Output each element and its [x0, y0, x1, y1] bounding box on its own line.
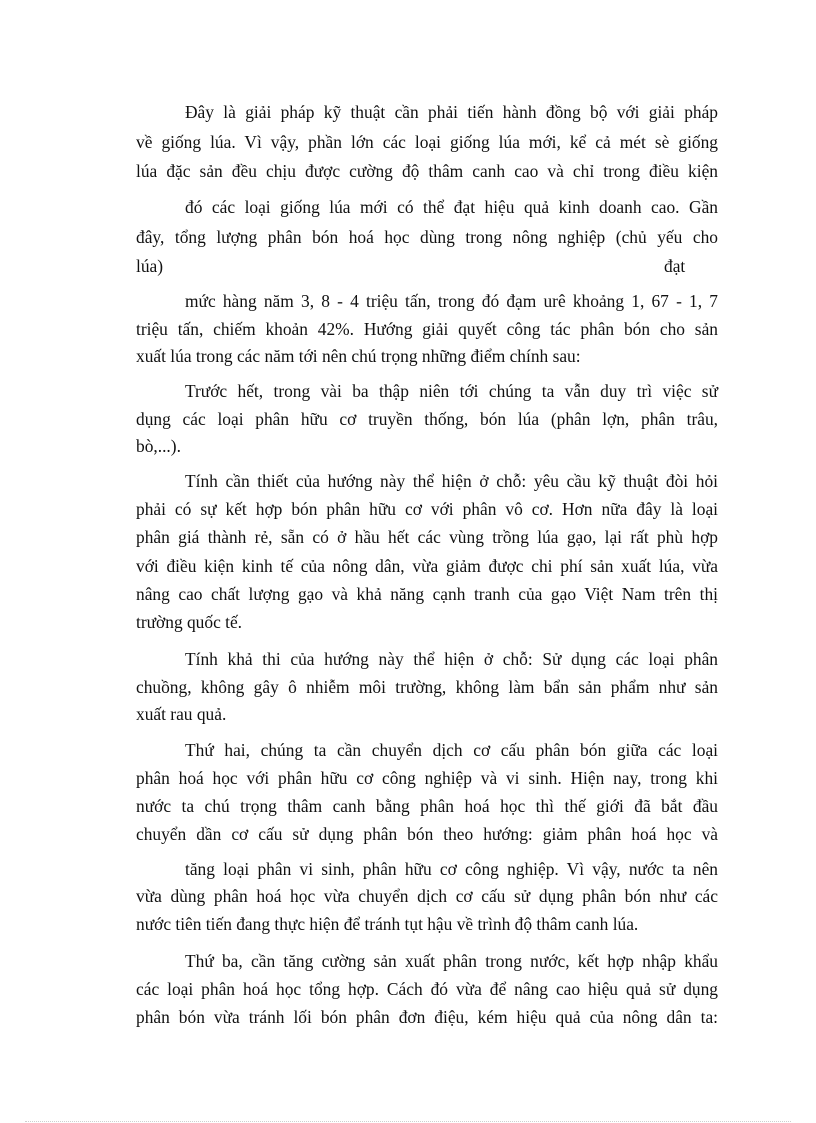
text-line: nước ta chú trọng thâm canh bằng phân hoá học thì thế giới đã bắt đầu: [136, 796, 718, 816]
text-line: phân hoá học với phân hữu cơ công nghiệp và vi sinh. Hiện nay, trong khi: [136, 768, 718, 788]
text-line: Trước hết, trong vài ba thập niên tới chúng ta vẫn duy trì việc sử: [185, 381, 718, 401]
text-line: với điều kiện kinh tế của nông dân, vừa giảm được chi phí sản xuất lúa, vừa: [136, 556, 718, 576]
text-line: chuyển dần cơ cấu sử dụng phân bón theo hướng: giảm phân hoá học và: [136, 824, 718, 844]
text-line: Tính cần thiết của hướng này thể hiện ở chỗ: yêu cầu kỹ thuật đòi hỏi: [185, 471, 718, 491]
text-line: đạt: [664, 256, 686, 276]
text-line: phân giá thành rẻ, sẵn có ở hầu hết các vùng trồng lúa gạo, lại rất phù hợp: [136, 527, 718, 547]
text-line: mức hàng năm 3, 8 - 4 triệu tấn, trong đó đạm urê khoảng 1, 67 - 1, 7: [185, 291, 718, 311]
text-line: Tính khả thi của hướng này thể hiện ở chỗ: Sử dụng các loại phân: [185, 649, 718, 669]
page-bottom-rule: [25, 1121, 791, 1122]
text-line: đây, tổng lượng phân bón hoá học dùng trong nông nghiệp (chủ yếu cho: [136, 227, 718, 247]
text-line: đó các loại giống lúa mới có thể đạt hiệu quả kinh doanh cao. Gần: [185, 197, 718, 217]
text-line: Thứ ba, cần tăng cường sản xuất phân trong nước, kết hợp nhập khẩu: [185, 951, 718, 971]
text-line: trường quốc tế.: [136, 612, 243, 632]
text-line: về giống lúa. Vì vậy, phần lớn các loại giống lúa mới, kể cả mét sè giống: [136, 132, 718, 152]
text-line: xuất rau quả.: [136, 704, 227, 724]
text-line: nước tiên tiến đang thực hiện để tránh tụt hậu về trình độ thâm canh lúa.: [136, 914, 639, 934]
text-line: nâng cao chất lượng gạo và khả năng cạnh tranh của gạo Việt Nam trên thị: [136, 584, 718, 604]
text-line: bò,...).: [136, 436, 181, 456]
text-line: lúa): [136, 256, 164, 276]
text-line: lúa đặc sản đều chịu được cường độ thâm canh cao và chỉ trong điều kiện: [136, 161, 718, 181]
text-line: phân bón vừa tránh lối bón phân đơn điệu, kém hiệu quả của nông dân ta:: [136, 1007, 718, 1027]
text-line: tăng loại phân vi sinh, phân hữu cơ công nghiệp. Vì vậy, nước ta nên: [185, 859, 718, 879]
text-line: Đây là giải pháp kỹ thuật cần phải tiến hành đồng bộ với giải pháp: [185, 102, 718, 122]
text-line: Thứ hai, chúng ta cần chuyển dịch cơ cấu phân bón giữa các loại: [185, 740, 718, 760]
text-line: vừa dùng phân hoá học vừa chuyển dịch cơ cấu sử dụng phân bón như các: [136, 886, 718, 906]
text-line: các loại phân hoá học tổng hợp. Cách đó vừa để nâng cao hiệu quả sử dụng: [136, 979, 718, 999]
text-line: chuồng, không gây ô nhiễm môi trường, không làm bẩn sản phẩm như sản: [136, 677, 718, 697]
text-line: dụng các loại phân hữu cơ truyền thống, bón lúa (phân lợn, phân trâu,: [136, 409, 718, 429]
text-line: triệu tấn, chiếm khoản 42%. Hướng giải quyết công tác phân bón cho sản: [136, 319, 718, 339]
text-line: phải có sự kết hợp bón phân hữu cơ với phân vô cơ. Hơn nữa đây là loại: [136, 499, 718, 519]
text-line: xuất lúa trong các năm tới nên chú trọng những điểm chính sau:: [136, 346, 581, 366]
